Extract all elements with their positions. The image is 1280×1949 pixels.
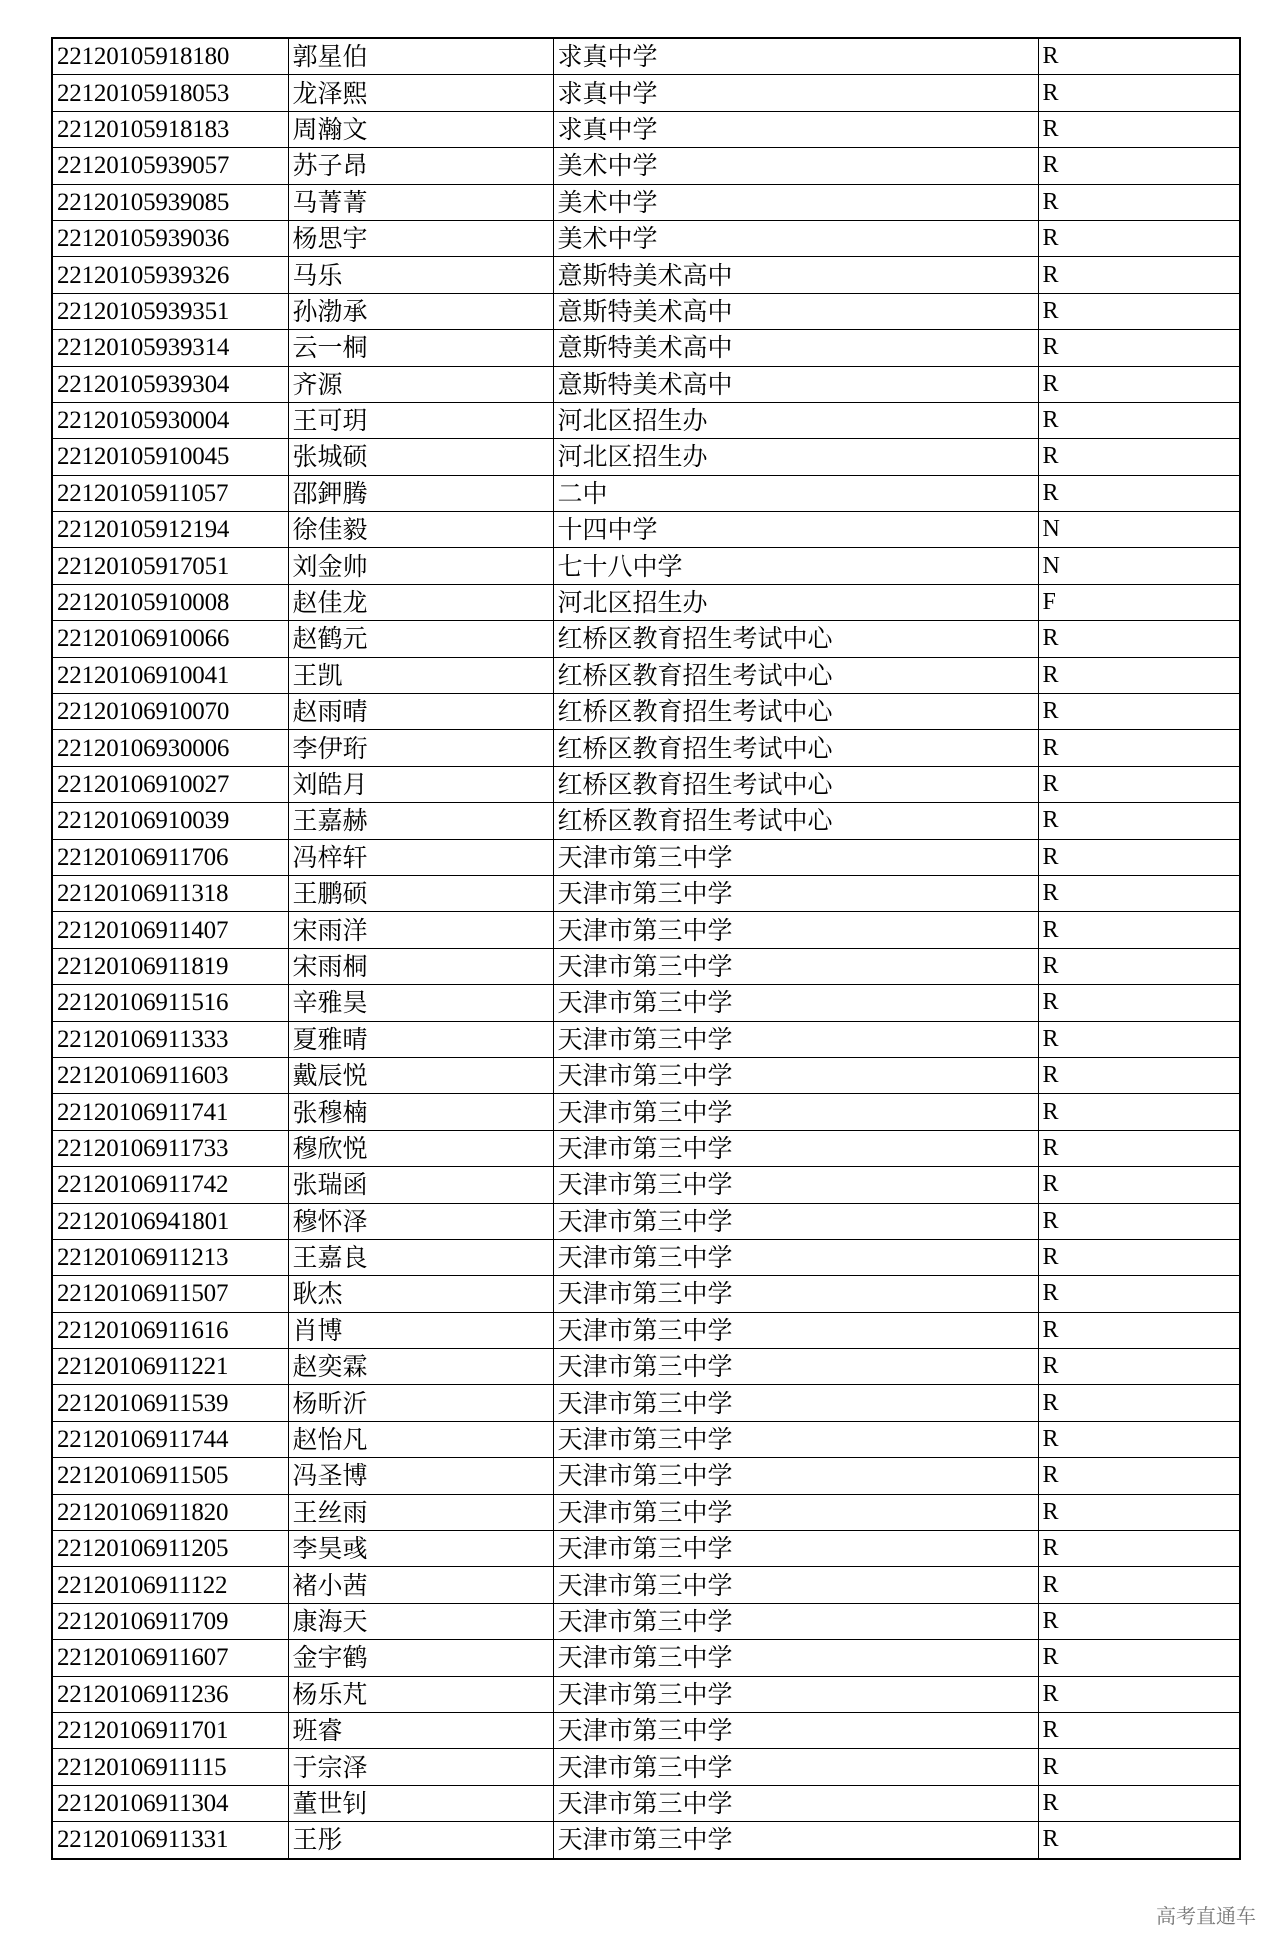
student-name-cell: 耿杰 [288,1276,553,1312]
status-code-cell: R [1038,1603,1240,1639]
status-code-cell: R [1038,694,1240,730]
status-code-cell: R [1038,730,1240,766]
school-cell: 美术中学 [553,220,1038,256]
table-row [52,148,1240,184]
status-code-cell: R [1038,293,1240,329]
school-cell: 求真中学 [553,111,1038,147]
exam-id-cell: 22120106911205 [52,1531,288,1567]
student-name-cell: 戴辰悦 [288,1057,553,1093]
student-name-cell: 班睿 [288,1712,553,1748]
student-name-cell: 杨乐芃 [288,1676,553,1712]
table-row [52,1494,1240,1530]
table-row [52,257,1240,293]
status-code-cell: R [1038,1458,1240,1494]
student-name-cell: 郭星伯 [288,38,553,75]
school-cell: 天津市第三中学 [553,912,1038,948]
exam-id-cell: 22120105918183 [52,111,288,147]
table-row [52,1239,1240,1275]
student-name-cell: 穆怀泽 [288,1203,553,1239]
table-row [52,1640,1240,1676]
table-row [52,1021,1240,1057]
table-row [52,912,1240,948]
table-row [52,293,1240,329]
school-cell: 红桥区教育招生考试中心 [553,730,1038,766]
exam-id-cell: 22120106911213 [52,1239,288,1275]
school-cell: 天津市第三中学 [553,1676,1038,1712]
student-name-cell: 马菁菁 [288,184,553,220]
school-cell: 河北区招生办 [553,439,1038,475]
student-name-cell: 李伊珩 [288,730,553,766]
school-cell: 天津市第三中学 [553,1785,1038,1821]
table-row [52,1167,1240,1203]
table-row [52,475,1240,511]
table-row [52,1712,1240,1748]
table-row [52,1785,1240,1821]
school-cell: 意斯特美术高中 [553,293,1038,329]
student-name-cell: 董世钊 [288,1785,553,1821]
status-code-cell: R [1038,1057,1240,1093]
status-code-cell: R [1038,1494,1240,1530]
status-code-cell: R [1038,839,1240,875]
status-code-cell: R [1038,184,1240,220]
exam-id-cell: 22120106911507 [52,1276,288,1312]
status-code-cell: R [1038,475,1240,511]
exam-id-cell: 22120106910039 [52,803,288,839]
student-name-cell: 张瑞函 [288,1167,553,1203]
student-name-cell: 赵鹤元 [288,621,553,657]
student-name-cell: 张城硕 [288,439,553,475]
school-cell: 天津市第三中学 [553,1603,1038,1639]
table-row [52,512,1240,548]
table-row [52,730,1240,766]
school-cell: 天津市第三中学 [553,1276,1038,1312]
school-cell: 七十八中学 [553,548,1038,584]
status-code-cell: R [1038,366,1240,402]
table-row [52,1421,1240,1457]
student-name-cell: 夏雅晴 [288,1021,553,1057]
school-cell: 十四中学 [553,512,1038,548]
exam-id-cell: 22120105939085 [52,184,288,220]
status-code-cell: R [1038,1203,1240,1239]
table-row [52,694,1240,730]
school-cell: 天津市第三中学 [553,1312,1038,1348]
status-code-cell: R [1038,1276,1240,1312]
school-cell: 意斯特美术高中 [553,257,1038,293]
exam-id-cell: 22120106911744 [52,1421,288,1457]
status-code-cell: R [1038,1567,1240,1603]
student-name-cell: 冯圣博 [288,1458,553,1494]
exam-id-cell: 22120106911709 [52,1603,288,1639]
exam-id-cell: 22120106911122 [52,1567,288,1603]
status-code-cell: R [1038,621,1240,657]
status-code-cell: R [1038,1640,1240,1676]
student-name-cell: 龙泽熙 [288,75,553,111]
table-row [52,1130,1240,1166]
student-name-cell: 穆欣悦 [288,1130,553,1166]
student-name-cell: 赵怡凡 [288,1421,553,1457]
student-name-cell: 赵雨晴 [288,694,553,730]
status-code-cell: R [1038,439,1240,475]
status-code-cell: R [1038,38,1240,75]
table-row [52,1057,1240,1093]
student-name-cell: 于宗泽 [288,1749,553,1785]
status-code-cell: R [1038,948,1240,984]
status-code-cell: R [1038,803,1240,839]
student-name-cell: 冯梓轩 [288,839,553,875]
table-row [52,111,1240,147]
table-row [52,1312,1240,1348]
table-row [52,184,1240,220]
table-row [52,839,1240,875]
exam-id-cell: 22120106941801 [52,1203,288,1239]
status-code-cell: R [1038,1094,1240,1130]
exam-id-cell: 22120105910045 [52,439,288,475]
status-code-cell: R [1038,1676,1240,1712]
school-cell: 二中 [553,475,1038,511]
table-row [52,1567,1240,1603]
school-cell: 天津市第三中学 [553,1021,1038,1057]
student-name-cell: 王嘉赫 [288,803,553,839]
exam-id-cell: 22120106911742 [52,1167,288,1203]
school-cell: 红桥区教育招生考试中心 [553,657,1038,693]
student-name-cell: 孙渤承 [288,293,553,329]
school-cell: 天津市第三中学 [553,1640,1038,1676]
school-cell: 天津市第三中学 [553,1167,1038,1203]
watermark-text: 高考直通车 [1156,1904,1256,1928]
exam-id-cell: 22120106910070 [52,694,288,730]
table-row [52,330,1240,366]
exam-id-cell: 22120106911516 [52,985,288,1021]
exam-id-cell: 22120106911820 [52,1494,288,1530]
table-row [52,548,1240,584]
status-code-cell: R [1038,1785,1240,1821]
table-row [52,766,1240,802]
exam-id-cell: 22120105911057 [52,475,288,511]
school-cell: 天津市第三中学 [553,1130,1038,1166]
student-name-cell: 徐佳毅 [288,512,553,548]
school-cell: 天津市第三中学 [553,1712,1038,1748]
table-row [52,38,1240,75]
student-name-cell: 邵鉀腾 [288,475,553,511]
school-cell: 天津市第三中学 [553,1749,1038,1785]
exam-id-cell: 22120106911115 [52,1749,288,1785]
table-row [52,1349,1240,1385]
school-cell: 美术中学 [553,184,1038,220]
school-cell: 天津市第三中学 [553,1494,1038,1530]
status-code-cell: R [1038,1822,1240,1859]
exam-id-cell: 22120105930004 [52,402,288,438]
exam-id-cell: 22120105939314 [52,330,288,366]
table-row [52,1603,1240,1639]
student-name-cell: 刘皓月 [288,766,553,802]
exam-id-cell: 22120106911333 [52,1021,288,1057]
school-cell: 红桥区教育招生考试中心 [553,803,1038,839]
exam-id-cell: 22120106910066 [52,621,288,657]
table-row [52,1094,1240,1130]
table-row [52,657,1240,693]
student-name-cell: 张穆楠 [288,1094,553,1130]
school-cell: 求真中学 [553,75,1038,111]
exam-id-cell: 22120106911706 [52,839,288,875]
table-row [52,1749,1240,1785]
status-code-cell: R [1038,1130,1240,1166]
status-code-cell: R [1038,1385,1240,1421]
exam-id-cell: 22120106911331 [52,1822,288,1859]
school-cell: 天津市第三中学 [553,948,1038,984]
exam-id-cell: 22120106911221 [52,1349,288,1385]
table-row [52,1276,1240,1312]
school-cell: 天津市第三中学 [553,839,1038,875]
exam-id-cell: 22120106911616 [52,1312,288,1348]
exam-id-cell: 22120106911236 [52,1676,288,1712]
student-name-cell: 齐源 [288,366,553,402]
status-code-cell: R [1038,1167,1240,1203]
table-row [52,948,1240,984]
student-name-cell: 赵佳龙 [288,584,553,620]
exam-id-cell: 22120106911539 [52,1385,288,1421]
exam-id-cell: 22120105939304 [52,366,288,402]
status-code-cell: R [1038,1421,1240,1457]
school-cell: 天津市第三中学 [553,1203,1038,1239]
school-cell: 天津市第三中学 [553,1531,1038,1567]
exam-id-cell: 22120105918053 [52,75,288,111]
student-name-cell: 肖博 [288,1312,553,1348]
student-table [51,37,1241,1860]
school-cell: 意斯特美术高中 [553,330,1038,366]
status-code-cell: R [1038,220,1240,256]
status-code-cell: R [1038,912,1240,948]
table-row [52,875,1240,911]
exam-id-cell: 22120106911407 [52,912,288,948]
student-name-cell: 宋雨桐 [288,948,553,984]
exam-id-cell: 22120106911607 [52,1640,288,1676]
table-row [52,1385,1240,1421]
student-name-cell: 杨昕沂 [288,1385,553,1421]
school-cell: 红桥区教育招生考试中心 [553,694,1038,730]
exam-id-cell: 22120106911318 [52,875,288,911]
exam-id-cell: 22120106911701 [52,1712,288,1748]
exam-id-cell: 22120106911733 [52,1130,288,1166]
school-cell: 天津市第三中学 [553,985,1038,1021]
school-cell: 红桥区教育招生考试中心 [553,766,1038,802]
table-row [52,1203,1240,1239]
student-name-cell: 马乐 [288,257,553,293]
table-body [52,38,1240,1859]
school-cell: 意斯特美术高中 [553,366,1038,402]
status-code-cell: R [1038,985,1240,1021]
exam-id-cell: 22120105939036 [52,220,288,256]
exam-id-cell: 22120105939326 [52,257,288,293]
status-code-cell: N [1038,548,1240,584]
school-cell: 天津市第三中学 [553,1094,1038,1130]
exam-id-cell: 22120105939351 [52,293,288,329]
status-code-cell: R [1038,1021,1240,1057]
exam-id-cell: 22120106911603 [52,1057,288,1093]
table-row [52,75,1240,111]
table-row [52,1531,1240,1567]
student-name-cell: 康海天 [288,1603,553,1639]
student-name-cell: 褚小茜 [288,1567,553,1603]
student-name-cell: 云一桐 [288,330,553,366]
status-code-cell: R [1038,1749,1240,1785]
table-row [52,366,1240,402]
status-code-cell: R [1038,75,1240,111]
table-row [52,803,1240,839]
status-code-cell: R [1038,766,1240,802]
school-cell: 天津市第三中学 [553,1349,1038,1385]
table-row [52,220,1240,256]
exam-id-cell: 22120106930006 [52,730,288,766]
exam-id-cell: 22120106910027 [52,766,288,802]
status-code-cell: R [1038,1239,1240,1275]
school-cell: 天津市第三中学 [553,1822,1038,1859]
status-code-cell: F [1038,584,1240,620]
school-cell: 天津市第三中学 [553,1239,1038,1275]
status-code-cell: R [1038,148,1240,184]
status-code-cell: R [1038,875,1240,911]
exam-id-cell: 22120105917051 [52,548,288,584]
exam-id-cell: 22120105918180 [52,38,288,75]
table-row [52,985,1240,1021]
school-cell: 美术中学 [553,148,1038,184]
table-row [52,1822,1240,1859]
school-cell: 河北区招生办 [553,402,1038,438]
table-row [52,402,1240,438]
table-row [52,621,1240,657]
table-row [52,1676,1240,1712]
exam-id-cell: 22120105910008 [52,584,288,620]
student-name-cell: 辛雅昊 [288,985,553,1021]
school-cell: 红桥区教育招生考试中心 [553,621,1038,657]
school-cell: 天津市第三中学 [553,1057,1038,1093]
status-code-cell: R [1038,111,1240,147]
table-row [52,1458,1240,1494]
exam-id-cell: 22120106910041 [52,657,288,693]
student-name-cell: 周瀚文 [288,111,553,147]
status-code-cell: R [1038,402,1240,438]
status-code-cell: R [1038,1531,1240,1567]
status-code-cell: R [1038,330,1240,366]
student-name-cell: 杨思宇 [288,220,553,256]
student-name-cell: 赵奕霖 [288,1349,553,1385]
student-name-cell: 李昊彧 [288,1531,553,1567]
student-name-cell: 宋雨洋 [288,912,553,948]
student-name-cell: 苏子昂 [288,148,553,184]
school-cell: 天津市第三中学 [553,1385,1038,1421]
student-name-cell: 王凯 [288,657,553,693]
status-code-cell: R [1038,257,1240,293]
student-name-cell: 王可玥 [288,402,553,438]
exam-id-cell: 22120105912194 [52,512,288,548]
school-cell: 河北区招生办 [553,584,1038,620]
exam-id-cell: 22120106911304 [52,1785,288,1821]
student-name-cell: 金宇鹤 [288,1640,553,1676]
school-cell: 天津市第三中学 [553,1421,1038,1457]
exam-id-cell: 22120105939057 [52,148,288,184]
status-code-cell: R [1038,657,1240,693]
exam-id-cell: 22120106911819 [52,948,288,984]
school-cell: 天津市第三中学 [553,1567,1038,1603]
table-row [52,584,1240,620]
exam-id-cell: 22120106911741 [52,1094,288,1130]
student-name-cell: 王嘉良 [288,1239,553,1275]
status-code-cell: R [1038,1712,1240,1748]
exam-id-cell: 22120106911505 [52,1458,288,1494]
status-code-cell: R [1038,1349,1240,1385]
school-cell: 求真中学 [553,38,1038,75]
student-name-cell: 王鹏硕 [288,875,553,911]
school-cell: 天津市第三中学 [553,1458,1038,1494]
student-name-cell: 王丝雨 [288,1494,553,1530]
school-cell: 天津市第三中学 [553,875,1038,911]
student-name-cell: 王彤 [288,1822,553,1859]
table-row [52,439,1240,475]
status-code-cell: N [1038,512,1240,548]
student-name-cell: 刘金帅 [288,548,553,584]
status-code-cell: R [1038,1312,1240,1348]
